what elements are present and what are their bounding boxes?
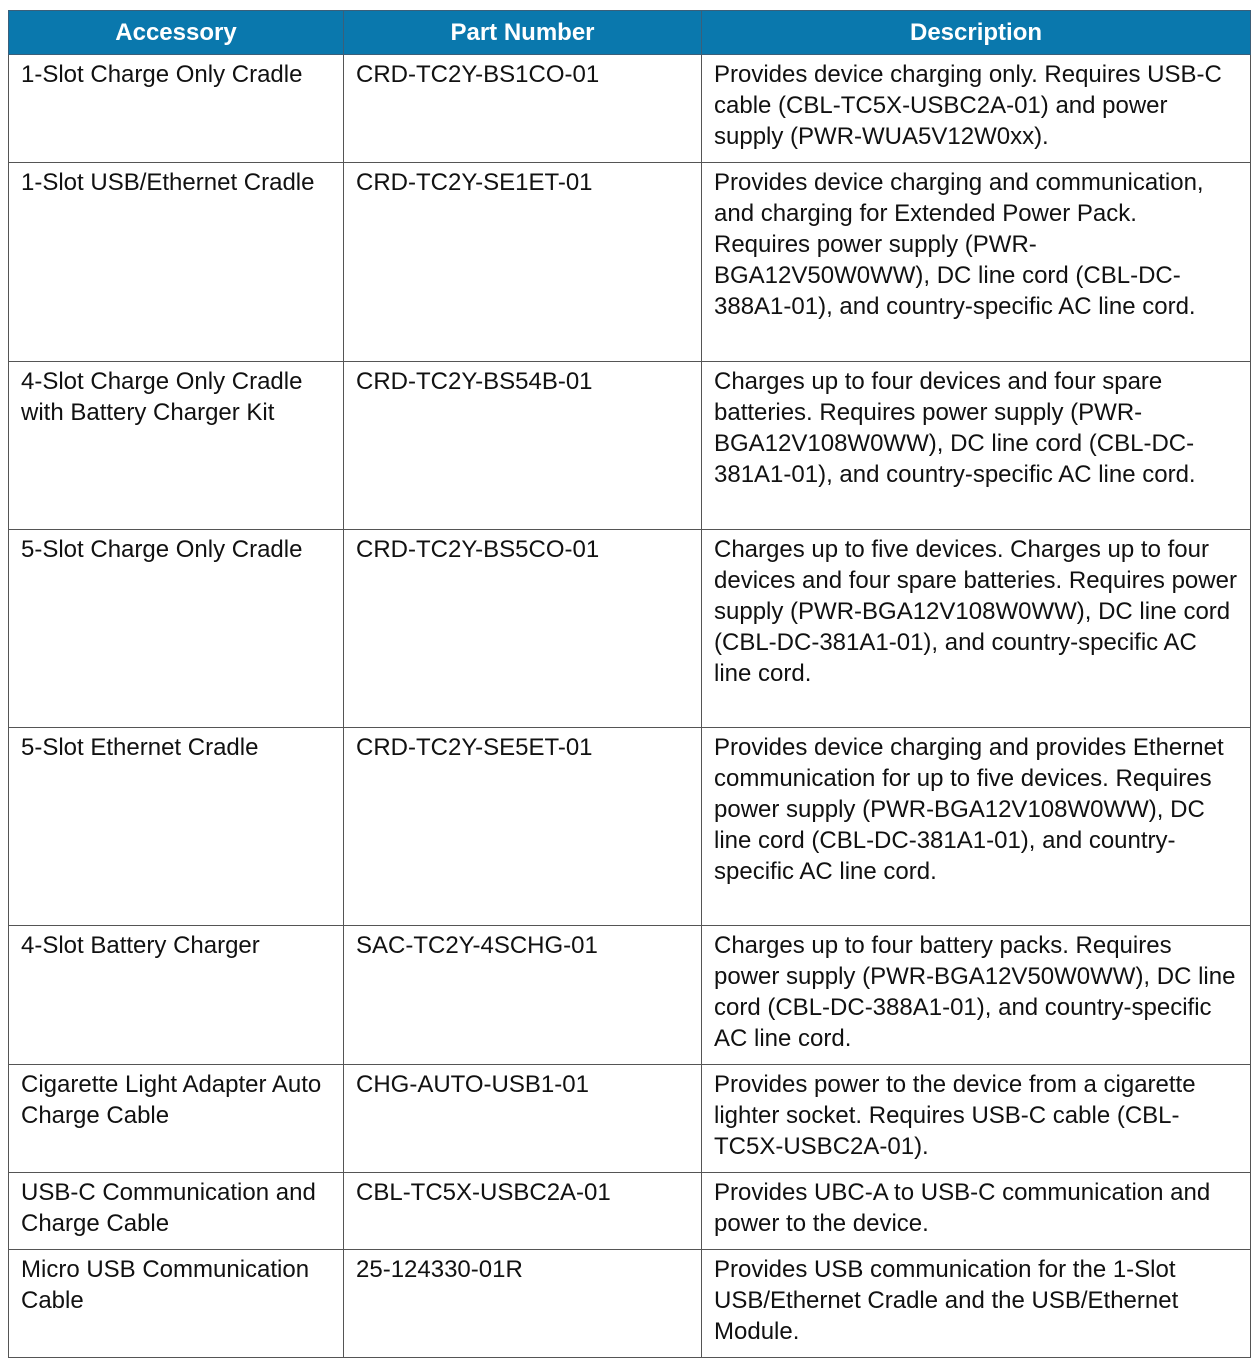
table-row (9, 1065, 1251, 1173)
description-cell: Provides device charging and provides Ethernet communication for up to five devices. Requires power supply (PWR-BGA12V108W0WW), DC line cord (CBL-DC-381A1-01), and country-specific AC line cord. (702, 728, 1251, 926)
accessory-cell: Micro USB Communication Cable (9, 1250, 344, 1358)
description-cell: Provides USB communication for the 1-Slot USB/Ethernet Cradle and the USB/Ethernet Module. (702, 1250, 1251, 1358)
accessory-cell: 4-Slot Charge Only Cradle with Battery Charger Kit (9, 362, 344, 530)
description-cell: Provides device charging only. Requires USB-C cable (CBL-TC5X-USBC2A-01) and power supply (PWR-WUA5V12W0xx). (702, 55, 1251, 163)
part-number-cell: CRD-TC2Y-BS5CO-01 (344, 530, 702, 728)
description-cell: Provides UBC-A to USB-C communication and power to the device. (702, 1173, 1251, 1250)
header-accessory: Accessory (9, 11, 344, 55)
header-part-number: Part Number (344, 11, 702, 55)
accessory-cell: 1-Slot Charge Only Cradle (9, 55, 344, 163)
part-number-cell: CHG-AUTO-USB1-01 (344, 1065, 702, 1173)
part-number-cell: 25-124330-01R (344, 1250, 702, 1358)
description-cell: Charges up to four devices and four spare batteries. Requires power supply (PWR-BGA12V108W0WW), DC line cord (CBL-DC-381A1-01), and country-specific AC line cord. (702, 362, 1251, 530)
accessory-cell: 1-Slot USB/Ethernet Cradle (9, 163, 344, 362)
accessory-cell: 5-Slot Ethernet Cradle (9, 728, 344, 926)
description-cell: Charges up to four battery packs. Requires power supply (PWR-BGA12V50W0WW), DC line cord (CBL-DC-388A1-01), and country-specific AC line cord. (702, 926, 1251, 1065)
part-number-cell: SAC-TC2Y-4SCHG-01 (344, 926, 702, 1065)
table-row (9, 728, 1251, 926)
accessory-cell: USB-C Communication and Charge Cable (9, 1173, 344, 1250)
part-number-cell: CBL-TC5X-USBC2A-01 (344, 1173, 702, 1250)
table-header-row (9, 11, 1251, 55)
part-number-cell: CRD-TC2Y-BS1CO-01 (344, 55, 702, 163)
table-row (9, 1173, 1251, 1250)
table-row (9, 55, 1251, 163)
table-row (9, 362, 1251, 530)
accessory-cell: Cigarette Light Adapter Auto Charge Cable (9, 1065, 344, 1173)
description-cell: Charges up to five devices. Charges up to four devices and four spare batteries. Requires power supply (PWR-BGA12V108W0WW), DC line cord (CBL-DC-381A1-01), and country-specific AC line cord. (702, 530, 1251, 728)
accessory-cell: 4-Slot Battery Charger (9, 926, 344, 1065)
part-number-cell: CRD-TC2Y-BS54B-01 (344, 362, 702, 530)
table-row (9, 1250, 1251, 1358)
table-row (9, 163, 1251, 362)
part-number-cell: CRD-TC2Y-SE1ET-01 (344, 163, 702, 362)
table-row (9, 530, 1251, 728)
part-number-cell: CRD-TC2Y-SE5ET-01 (344, 728, 702, 926)
header-description: Description (702, 11, 1251, 55)
accessory-cell: 5-Slot Charge Only Cradle (9, 530, 344, 728)
description-cell: Provides device charging and communication, and charging for Extended Power Pack. Requires power supply (PWR-BGA12V50W0WW), DC line cord (CBL-DC-388A1-01), and country-specific AC line cord. (702, 163, 1251, 362)
table-row (9, 926, 1251, 1065)
description-cell: Provides power to the device from a cigarette lighter socket. Requires USB-C cable (CBL-TC5X-USBC2A-01). (702, 1065, 1251, 1173)
accessories-table (8, 10, 1251, 1358)
